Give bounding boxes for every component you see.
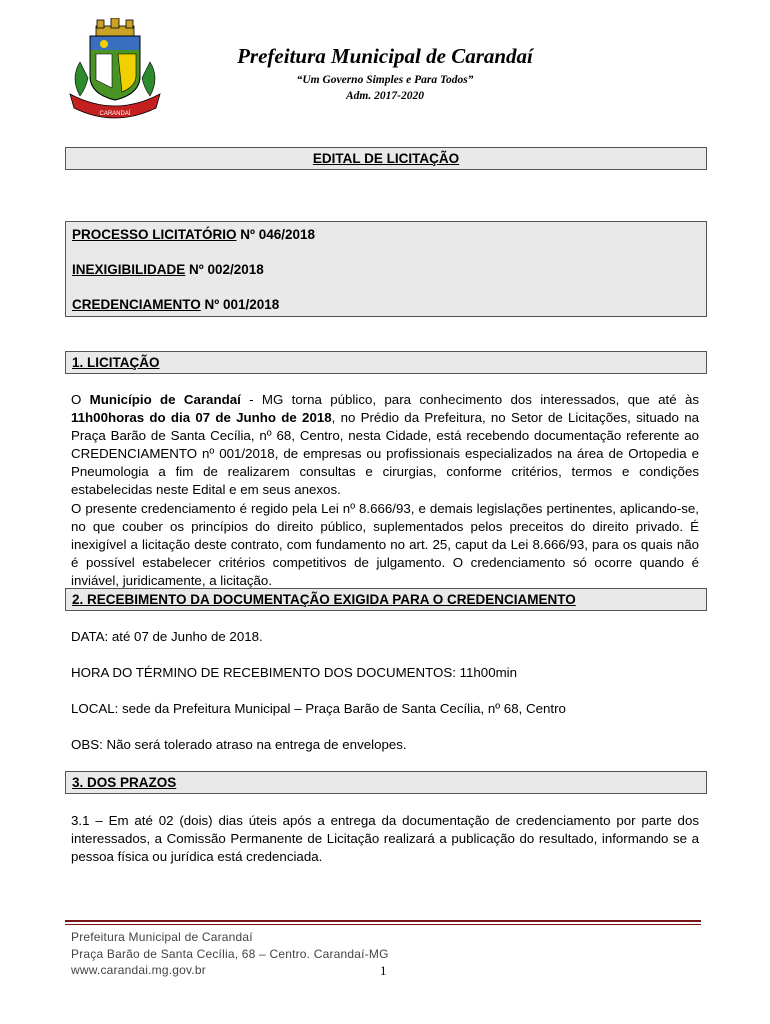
section-1-paragraph-1: O Município de Carandaí - MG torna público, para conhecimento dos interessados, que até às 11h00horas do dia 07 de Junho de 2018, no Prédio da Prefeitura, no Setor de Licitações, situado na Praça Barão de Santa Cecília, nº 68, Centro, nesta Cidade, está recebendo documentação referente ao CREDENCIAMENTO nº 001/2018, de empresas ou profissionais especializados na área de Ortopedia e Pneumologia a fim de realizarem consultas e cirurgias, conforme critérios, termos e condições estabelecidas neste Edital e em seus anexos. [71,392,699,498]
footer-municipality: Prefeitura Municipal de Carandaí [71,930,253,944]
inexigibility-number: INEXIGIBILIDADE Nº 002/2018 [72,262,264,277]
municipality-title: Prefeitura Municipal de Carandaí [237,44,533,68]
process-info-box [65,221,707,317]
footer-address: Praça Barão de Santa Cecília, 68 – Centro. Carandaí-MG [71,947,389,961]
section-1-header [65,351,707,374]
delivery-date: DATA: até 07 de Junho de 2018. [71,629,263,644]
footer-website[interactable]: www.carandai.mg.gov.br [71,963,206,977]
delivery-observation: OBS: Não será tolerado atraso na entrega de envelopes. [71,737,407,752]
slogan: “Um Governo Simples e Para Todos” [296,74,474,86]
section-2-header [65,588,707,611]
svg-text:CARANDAÍ: CARANDAÍ [99,111,131,117]
section-1-paragraph-2: O presente credenciamento é regido pela Lei nº 8.666/93, e demais legislações pertinentes, aplicando-se, no que couber os princípios do direito público, suplementados pelos preceitos do direito privado. É inexigível a licitação deste contrato, com fundamento no art. 25, caput da Lei 8.666/93, para os quais não é possível estabelecer critérios competitivos de julgamento. O credenciamento só ocorre quando é inviável, juridicamente, a licitação. [71,501,699,589]
section-2-title: 2. RECEBIMENTO DA DOCUMENTAÇÃO EXIGIDA PARA O CREDENCIAMENTO [72,592,576,607]
delivery-location: LOCAL: sede da Prefeitura Municipal – Praça Barão de Santa Cecília, nº 68, Centro [71,701,566,716]
section-3-title: 3. DOS PRAZOS [72,775,177,790]
accreditation-number: CREDENCIAMENTO Nº 001/2018 [72,297,280,312]
section-1-title: 1. LICITAÇÃO [72,355,160,370]
edital-title-box [65,147,707,170]
administration-period: Adm. 2017-2020 [346,90,424,102]
section-3-paragraph-1: 3.1 – Em até 02 (dois) dias úteis após a entrega da documentação de credenciamento por parte dos interessados, a Comissão Permanente de Licitação realizará a publicação do resultado, informando se a pessoa física ou jurídica está credenciada. [71,813,699,865]
page-number: 1 [380,963,387,978]
footer-divider [65,920,701,926]
edital-title: EDITAL DE LICITAÇÃO [312,151,460,166]
process-number: PROCESSO LICITATÓRIO Nº 046/2018 [72,227,316,242]
section-3-header [65,771,707,794]
municipal-coat-of-arms [66,18,164,122]
delivery-deadline-time: HORA DO TÉRMINO DE RECEBIMENTO DOS DOCUMENTOS: 11h00min [71,665,518,680]
crown-icon [96,18,134,36]
